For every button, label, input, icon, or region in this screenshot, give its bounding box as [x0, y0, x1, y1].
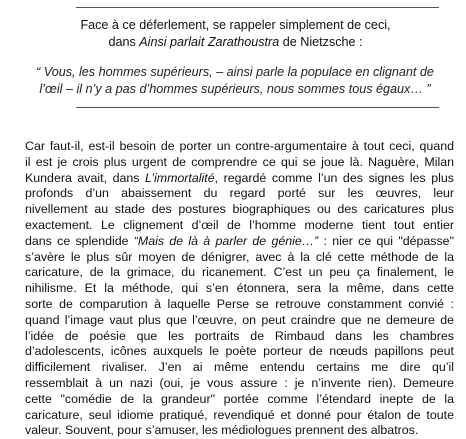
inline-quote: “Mais de là à parler de génie…” — [133, 233, 319, 248]
intro-block — [24, 17, 447, 51]
body-line: Car faut-il, est-il besoin de porter un contre-argumentaire à tout ceci, quand — [25, 139, 454, 153]
nietzsche-quote — [22, 64, 448, 98]
body-line: difficilement rivaliser. J’en ai même entendu certains me dire qu’il — [25, 360, 454, 375]
body-line: caricature, seul idiome pratiqué, revendiqué et donné pour étalon de toute — [25, 407, 454, 422]
body-line-7-pre: dans ce splendide — [25, 233, 134, 248]
intro-line-2 — [24, 34, 447, 51]
body-line: valeur. Souvent, pour s’amuser, les médiologues prennent des albatros. — [25, 423, 419, 438]
quote-line-2: l’œil – il n’y a pas d’hommes supérieurs, nous sommes tous égaux… ” — [39, 82, 431, 96]
body-line: sorte de comparution à laquelle Perse se retrouve constamment convié : — [25, 296, 454, 311]
quote-line-1: “ Vous, les hommes supérieurs, – ainsi parle la populace en clignant de — [36, 65, 434, 79]
top-divider — [76, 7, 439, 8]
bottom-divider — [76, 107, 439, 108]
body-line: nivellement au stade des postures biographiques ou des caricatures plus — [25, 202, 454, 217]
body-line: il est je crois plus urgent de comprendre ce qui se joue là. Naguère, Milan — [25, 154, 454, 169]
intro-line-2-pre: dans — [108, 35, 140, 49]
body-line: l’idée de poésie que les portraits de Rimbaud dans les chambres — [25, 328, 454, 343]
body-line-3-pre: Kundera avait, dans — [25, 170, 146, 185]
body-line: ressemblait à un nazi (oui, je vous assure : je n’invente rien). Demeure — [25, 375, 454, 390]
body-line-3-post: , regardé comme l’un des signes les plus — [214, 170, 454, 185]
body-line — [25, 234, 454, 250]
body-line: quand l’image vaut plus que l’œuvre, on peut craindre que ne demeure de — [25, 312, 454, 327]
body-line-7-post: : nier ce qui "dépasse" — [318, 233, 454, 248]
body-line: nihilisme. Et la méthode, qui s’en étonnera, sera la même, dans cette — [25, 281, 454, 296]
body-line: exactement. Le clignement d’œil de l’homme moderne tient tout entier — [25, 217, 454, 232]
book-title: Ainsi parlait Zarathoustra — [139, 35, 280, 49]
body-line: profonds d’un abaissement du regard porté sur les œuvres, leur — [25, 186, 454, 201]
body-paragraph — [25, 139, 454, 439]
body-line: s’avère le plus sûr moyen de dénigrer, avec à la clé cette méthode de la — [25, 249, 454, 264]
body-line: cette "comédie de la grandeur" portée comme l’étendard inepte de la — [25, 391, 454, 406]
intro-line-1: Face à ce déferlement, se rappeler simplement de ceci, — [80, 18, 391, 32]
body-line: d’adolescents, icônes auxquels le poète porteur de nœuds papillons peut — [25, 344, 454, 359]
kundera-title: L’immortalité — [145, 170, 215, 185]
body-line: caricature, de la grimace, du ricanement. C’est un peu ça finalement, le — [25, 265, 454, 280]
intro-line-2-post: de Nietzsche : — [279, 35, 363, 49]
body-line — [25, 171, 454, 187]
